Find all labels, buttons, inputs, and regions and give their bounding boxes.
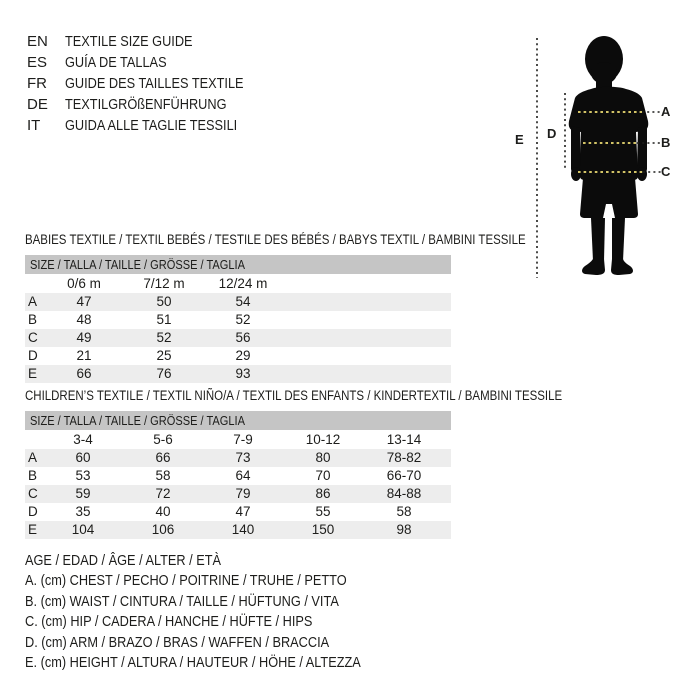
row-label: E (28, 366, 38, 381)
lang-title: GUÍA DE TALLAS (65, 54, 167, 71)
lang-row-es (27, 52, 275, 73)
row-label: C (28, 330, 38, 345)
table-cell: 104 (71, 522, 95, 537)
table-row (25, 365, 451, 383)
row-label: C (28, 486, 38, 501)
figure-label-c: C (661, 164, 671, 179)
table-cell: 40 (155, 504, 171, 519)
table-row (25, 293, 451, 311)
table-cell: 51 (156, 312, 172, 327)
children-column-header-row (25, 430, 451, 449)
table-cell: 55 (315, 504, 331, 519)
lang-row-en (27, 31, 275, 52)
babies-column-header-row (25, 274, 451, 293)
table-cell: 35 (75, 504, 91, 519)
table-cell: 70 (315, 468, 331, 483)
measurement-legend (25, 551, 420, 673)
table-cell: 52 (235, 312, 251, 327)
table-row (25, 329, 451, 347)
legend-age-line (25, 551, 420, 571)
row-label: A (28, 450, 38, 465)
table-cell: 78-82 (386, 450, 422, 465)
table-cell: 150 (311, 522, 335, 537)
table-cell: 58 (396, 504, 412, 519)
table-cell: 29 (235, 348, 251, 363)
row-label: D (28, 348, 38, 363)
table-cell: 106 (151, 522, 175, 537)
column-header: 0/6 m (67, 276, 101, 291)
table-cell: 48 (76, 312, 92, 327)
table-row (25, 485, 451, 503)
table-cell: 49 (76, 330, 92, 345)
column-header: 5-6 (153, 432, 173, 447)
lang-row-de (27, 94, 275, 115)
table-cell: 66 (155, 450, 171, 465)
table-row (25, 449, 451, 467)
legend-waist-line (25, 592, 420, 612)
babies-section-title (25, 232, 614, 248)
babies-size-table (25, 255, 451, 383)
column-header: 12/24 m (218, 276, 268, 291)
table-cell: 140 (231, 522, 255, 537)
legend-chest-text: A. (cm) CHEST / PECHO / POITRINE / TRUHE / PETTO (25, 572, 347, 590)
table-row (25, 503, 451, 521)
children-section-title (25, 388, 657, 404)
table-cell: 93 (235, 366, 251, 381)
column-header: 13-14 (386, 432, 422, 447)
lang-code: EN (27, 33, 48, 50)
table-cell: 60 (75, 450, 91, 465)
table-cell: 56 (235, 330, 251, 345)
table-cell: 66 (76, 366, 92, 381)
legend-chest-line (25, 571, 420, 591)
legend-waist-text: B. (cm) WAIST / CINTURA / TAILLE / HÜFTUNG / VITA (25, 592, 339, 610)
table-cell: 58 (155, 468, 171, 483)
column-header: 7/12 m (143, 276, 185, 291)
legend-height-line (25, 653, 420, 673)
lang-code: ES (27, 54, 48, 71)
children-size-table (25, 411, 451, 539)
table-row (25, 467, 451, 485)
legend-arm-line (25, 633, 420, 653)
table-cell: 47 (76, 294, 92, 309)
children-size-header-bar (25, 411, 451, 430)
table-row (25, 521, 451, 539)
row-label: B (28, 468, 38, 483)
table-cell: 98 (396, 522, 412, 537)
children-section-title-text: CHILDREN’S TEXTILE / TEXTIL NIÑO/A / TEXTIL DES ENFANTS / KINDERTEXTIL / BAMBINI TESSILE (25, 388, 563, 403)
legend-hip-text: C. (cm) HIP / CADERA / HANCHE / HÜFTE / HIPS (25, 613, 313, 631)
row-label: A (28, 294, 38, 309)
table-cell: 53 (75, 468, 91, 483)
table-cell: 64 (235, 468, 251, 483)
table-cell: 25 (156, 348, 172, 363)
row-label: B (28, 312, 38, 327)
table-row (25, 347, 451, 365)
lang-code: IT (27, 117, 41, 134)
table-cell: 73 (235, 450, 251, 465)
lang-code: FR (27, 75, 47, 92)
children-size-header-text: SIZE / TALLA / TAILLE / GRÖSSE / TAGLIA (30, 413, 245, 428)
lang-title: GUIDA ALLE TAGLIE TESSILI (65, 117, 238, 134)
column-header: 10-12 (305, 432, 341, 447)
legend-arm-text: D. (cm) ARM / BRAZO / BRAS / WAFFEN / BRACCIA (25, 633, 330, 651)
legend-age-text: AGE / EDAD / ÂGE / ALTER / ETÀ (25, 552, 222, 569)
babies-size-header-bar (25, 255, 451, 274)
row-label: D (28, 504, 38, 519)
legend-height-text: E. (cm) HEIGHT / ALTURA / HAUTEUR / HÖHE / ALTEZZA (25, 653, 361, 671)
table-cell: 66-70 (386, 468, 422, 483)
table-cell: 50 (156, 294, 172, 309)
table-cell: 47 (235, 504, 251, 519)
column-header: 7-9 (233, 432, 253, 447)
row-label: E (28, 522, 38, 537)
lang-code: DE (27, 96, 48, 113)
column-header: 3-4 (73, 432, 93, 447)
table-row (25, 311, 451, 329)
table-cell: 54 (235, 294, 251, 309)
table-cell: 52 (156, 330, 172, 345)
table-cell: 80 (315, 450, 331, 465)
table-cell: 84-88 (386, 486, 422, 501)
figure-label-d: D (547, 126, 557, 141)
lang-title: TEXTILE SIZE GUIDE (65, 33, 193, 50)
table-cell: 86 (315, 486, 331, 501)
babies-section-title-text: BABIES TEXTILE / TEXTIL BEBÉS / TESTILE DES BÉBÉS / BABYS TEXTIL / BAMBINI TESSILE (25, 232, 526, 247)
figure-label-e: E (515, 132, 524, 147)
legend-hip-line (25, 612, 420, 632)
figure-label-b: B (661, 135, 671, 150)
table-cell: 21 (76, 348, 92, 363)
lang-title: TEXTILGRÖßENFÜHRUNG (65, 96, 227, 113)
lang-title: GUIDE DES TAILLES TEXTILE (65, 75, 244, 92)
table-cell: 59 (75, 486, 91, 501)
lang-row-fr (27, 73, 275, 94)
babies-size-header-text: SIZE / TALLA / TAILLE / GRÖSSE / TAGLIA (30, 257, 245, 272)
language-title-list (27, 31, 275, 136)
table-cell: 79 (235, 486, 251, 501)
table-cell: 76 (156, 366, 172, 381)
lang-row-it (27, 115, 275, 136)
figure-label-a: A (661, 104, 671, 119)
child-silhouette-figure (495, 28, 695, 290)
table-cell: 72 (155, 486, 171, 501)
